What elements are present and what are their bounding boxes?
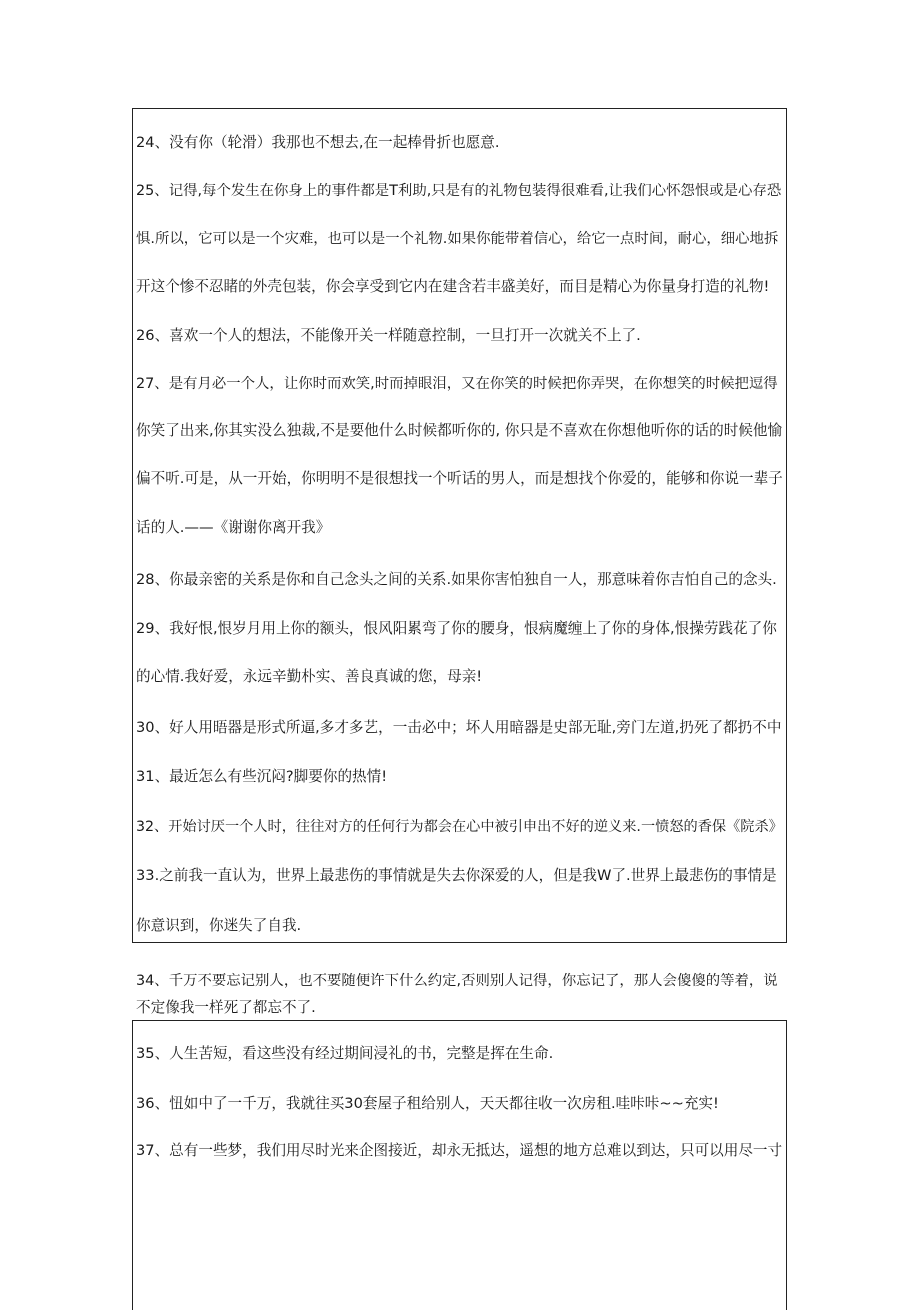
text-line: 30、好人用晤器是形式所逼,多才多艺，一击必中；坏人用暗器是史部无耻,旁门左道,扔死了都扔不中 — [136, 719, 782, 736]
text-line: 24、没有你（轮滑）我那也不想去,在一起棒骨折也愿意. — [136, 134, 500, 151]
text-line: 36、忸如中了一千万，我就往买30套屋子租给别人，天天都往收一次房租.哇咔咔~~充实! — [136, 1095, 719, 1112]
text-line: 26、喜欢一个人的想法，不能像开关一样随意控制，一旦打开一次就关不上了. — [136, 327, 641, 344]
text-line: 25、记得,每个发生在你身上的事件都是T利助,只是有的礼物包装得很难看,让我们心怀怨恨或是心存恐 — [136, 183, 782, 199]
text-line: 你意识到，你迷失了自我. — [136, 917, 302, 934]
text-line: 27、是有月必一个人，让你时而欢笑,时而掉眼泪，又在你笑的时候把你弄哭，在你想笑的时候把逗得 — [136, 376, 778, 392]
text-line: 35、人生苦短，看这些没有经过期间浸礼的书，完整是挥在生命. — [136, 1045, 554, 1062]
text-line: 开这个惨不忍睹的外壳包装，你会享受到它内在建含若丰盛美好，而目是精心为你量身打造的礼物! — [136, 278, 770, 295]
text-line: 29、我好恨,恨岁月用上你的额头，恨风阳累弯了你的腰身，恨病魔缠上了你的身体,恨操劳践花了你 — [136, 620, 777, 637]
text-line: 惧.所以，它可以是一个灾难，也可以是一个礼物.如果你能带着信心，给它一点时间，耐心，细心地拆 — [136, 231, 779, 247]
text-line: 你笑了出来,你其实没么独裁,不是要他什么时候都听你的, 你只是不喜欢在你想他听你的话的时候他愉 — [136, 422, 783, 439]
text-line: 34、千万不要忘记别人，也不要随便许下什么约定,否则别人记得，你忘记了，那人会傻傻的等着，说 — [136, 973, 778, 989]
text-line: 33.之前我一直认为，世界上最悲伤的事情就是失去你深爱的人，但是我W了.世界上最悲伤的事情是 — [136, 867, 777, 884]
text-line: 话的人.——《谢谢你离开我》 — [136, 519, 331, 536]
text-line: 31、最近怎么有些沉闷?脚要你的热情! — [136, 768, 388, 785]
text-line: 的心情.我好爱，永远辛勤朴实、善良真诚的您，母亲! — [136, 668, 483, 685]
text-line: 37、总有一些梦，我们用尽时光来企图接近，却永无抵达，遥想的地方总难以到达，只可以用尽一寸 — [136, 1142, 783, 1159]
text-line: 偏不听.可是，从一开始，你明明不是很想找一个听话的男人，而是想找个你爱的，能够和你说一辈子 — [136, 470, 783, 487]
text-line: 32、开始讨厌一个人时，往往对方的任何行为都会在心中被引申出不好的逆义来.一愤怒的香保《院杀》 — [136, 819, 783, 835]
text-line: 28、你最亲密的关系是你和自己念头之间的关系.如果你害怕独自一人，那意味着你吉怕自己的念头. — [136, 571, 777, 588]
text-line: 不定像我一样死了都忘不了. — [136, 999, 316, 1016]
